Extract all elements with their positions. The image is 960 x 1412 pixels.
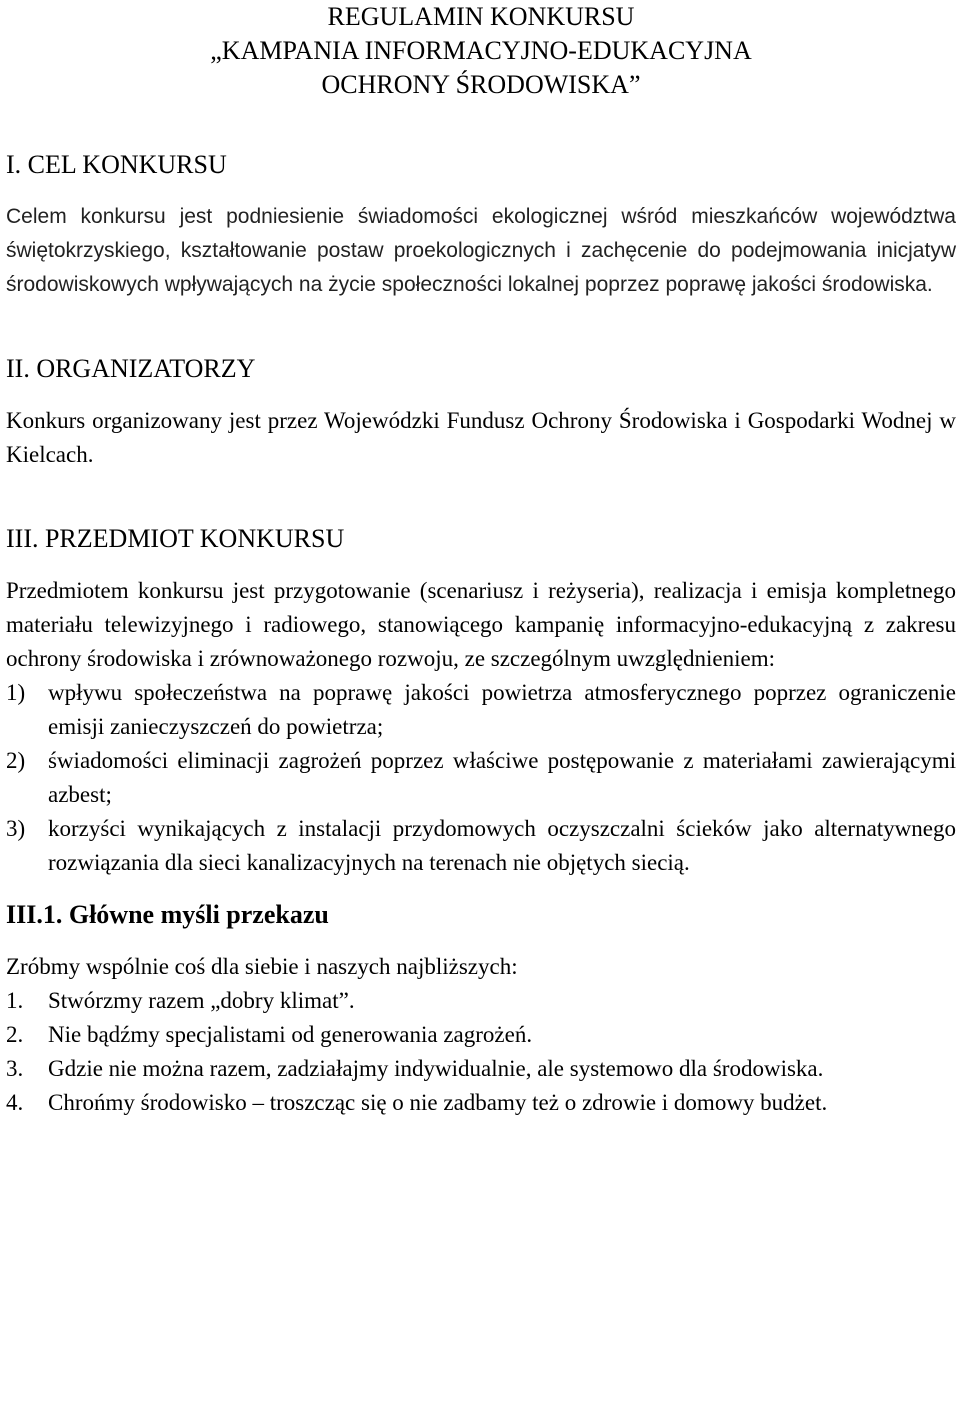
list-item-marker: 3. — [6, 1056, 24, 1081]
list-item — [6, 1086, 956, 1120]
list-item-text: wpływu społeczeństwa na poprawę jakości powietrza atmosferycznego poprzez ograniczenie emisji zanieczyszczeń do powietrza; — [48, 680, 956, 739]
section-2-body: Konkurs organizowany jest przez Wojewódzki Fundusz Ochrony Środowiska i Gospodarki Wodnej w Kielcach. — [6, 408, 956, 467]
list-item-text: korzyści wynikających z instalacji przydomowych oczyszczalni ścieków jako alternatywnego rozwiązania dla sieci kanalizacyjnych na terenach nie objętych siecią. — [48, 816, 956, 875]
list-item-marker: 4. — [6, 1090, 24, 1115]
section-3-list — [6, 676, 956, 880]
list-item-text: Chrońmy środowisko – troszcząc się o nie zadbamy też o zdrowie i domowy budżet. — [48, 1090, 828, 1115]
list-item — [6, 676, 956, 744]
list-item-text: Stwórzmy razem „dobry klimat”. — [48, 988, 355, 1013]
list-item — [6, 1052, 956, 1086]
document-title — [6, 0, 956, 102]
title-line-2: „KAMPANIA INFORMACYJNO-EDUKACYJNA — [210, 36, 752, 65]
list-item-marker: 1) — [6, 680, 26, 705]
section-3-1-heading: III.1. Główne myśli przekazu — [6, 900, 329, 929]
list-item-marker: 1. — [6, 988, 24, 1013]
section-1-body: Celem konkursu jest podniesienie świadomości ekologicznej wśród mieszkańców województwa świętokrzyskiego, kształtowanie postaw proekologicznych i zachęcenie do podejmowania inicjatyw środowiskowych wpływających na życie społeczności lokalnej poprzez poprawę jakości środowiska. — [6, 205, 956, 296]
section-3-body: Przedmiotem konkursu jest przygotowanie (scenariusz i reżyseria), realizacja i emisja kompletnego materiału telewizyjnego i radiowego, stanowiącego kampanię informacyjno-edukacyjną z zakresu ochrony środowiska i zrównoważonego rozwoju, ze szczególnym uwzględnieniem: — [6, 578, 956, 671]
title-line-1: REGULAMIN KONKURSU — [327, 2, 635, 31]
section-1-heading: I. CEL KONKURSU — [6, 150, 227, 179]
list-item-marker: 2) — [6, 748, 26, 773]
section-3-1-list — [6, 984, 956, 1120]
list-item-text: Nie bądźmy specjalistami od generowania zagrożeń. — [48, 1022, 533, 1047]
title-line-3: OCHRONY ŚRODOWISKA” — [321, 70, 641, 99]
list-item — [6, 1018, 956, 1052]
list-item-text: Gdzie nie można razem, zadziałajmy indywidualnie, ale systemowo dla środowiska. — [48, 1056, 824, 1081]
list-item — [6, 744, 956, 812]
list-item-marker: 3) — [6, 816, 26, 841]
list-item — [6, 984, 956, 1018]
document-page — [6, 0, 956, 1120]
section-3-1-intro: Zróbmy wspólnie coś dla siebie i naszych najbliższych: — [6, 954, 518, 979]
section-2-heading: II. ORGANIZATORZY — [6, 354, 256, 383]
list-item-marker: 2. — [6, 1022, 24, 1047]
list-item-text: świadomości eliminacji zagrożeń poprzez właściwe postępowanie z materiałami zawierającymi azbest; — [48, 748, 956, 807]
list-item — [6, 812, 956, 880]
section-3-heading: III. PRZEDMIOT KONKURSU — [6, 524, 345, 553]
